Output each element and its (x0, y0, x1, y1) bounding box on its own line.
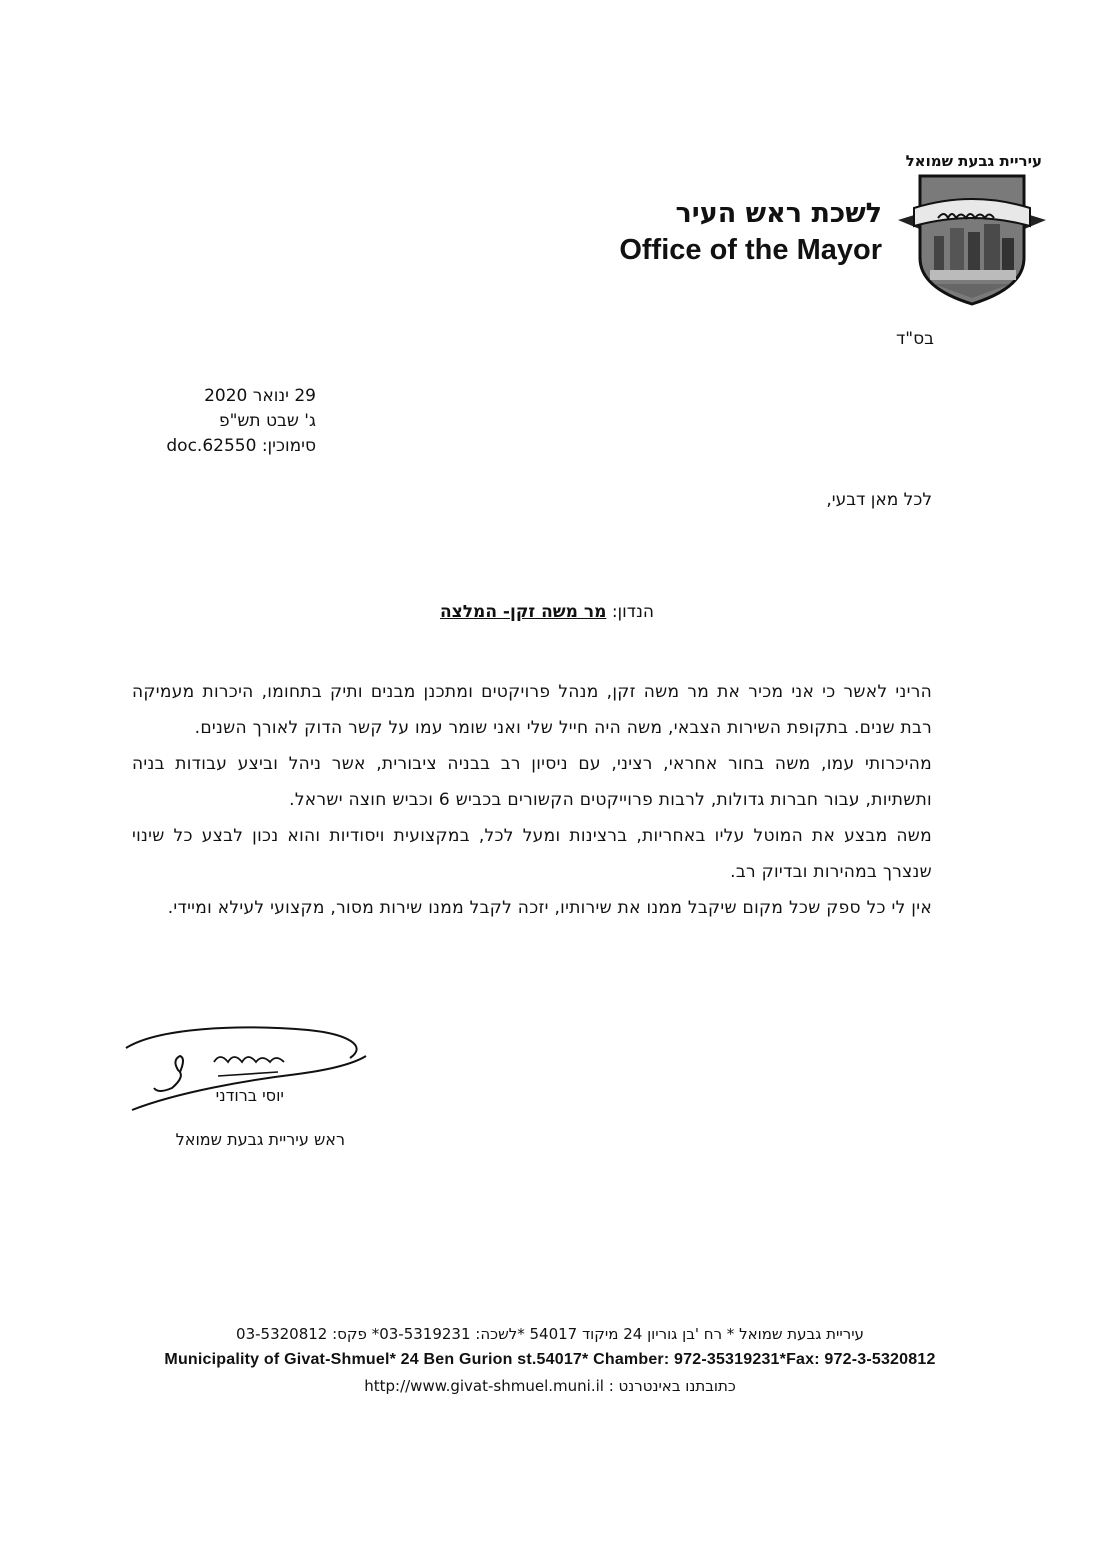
reference-number: סימוכין: doc.62550 (166, 436, 316, 456)
body-paragraph: אין לי כל ספק שכל מקום שיקבל ממנו את שירותיו, יזכה לקבל ממנו שירות מסור, מקצועי לעילא ומיידי. (167, 898, 932, 918)
handwritten-signature (118, 1020, 378, 1120)
footer-address-hebrew: עיריית גבעת שמואל * רח 'בן גוריון 24 מיקוד 54017 *לשכה: 03-5319231* פקס: 03-5320812 (236, 1325, 864, 1343)
footer-website-line (0, 1377, 1100, 1395)
municipality-name: עיריית גבעת שמואל (905, 152, 1042, 170)
subject-label: הנדון: (611, 602, 654, 622)
body-paragraph: מהיכרותי עמו, משה בחור אחראי, רציני, עם ניסיון רב בבניה ציבורית, אשר ניהל וביצע עבודות בניה ותשתיות, עבור חברות גדולות, לרבות פרוייקטים הקשורים בכביש 6 וכביש חוצה ישראל. (132, 754, 932, 810)
subject-text: מר משה זקן- המלצה (439, 602, 607, 622)
signer-title: ראש עיריית גבעת שמואל (175, 1130, 345, 1149)
bsd-header: בס"ד (896, 329, 934, 349)
subject-line (440, 602, 654, 622)
date-gregorian: 29 ינואר 2020 (204, 386, 316, 406)
signer-name: יוסי ברודני (215, 1086, 284, 1105)
municipality-seal-logo (894, 172, 1050, 308)
footer-address-english: Municipality of Givat-Shmuel* 24 Ben Gurion st.54017* Chamber: 972-35319231*Fax: 972-3-5320812 (164, 1351, 936, 1368)
salutation: לכל מאן דבעי, (826, 490, 932, 510)
body-paragraph: משה מבצע את המוטל עליו באחריות, ברצינות ומעל לכל, במקצועית ויסודיות והוא נכון לבצע כל שינוי שנצרך במהירות ובדיוק רב. (132, 826, 932, 882)
footer-website-label: כתובתנו באינטרנט : (608, 1377, 736, 1395)
letter-body (132, 674, 932, 926)
footer-website-url[interactable]: http://www.givat-shmuel.muni.il (364, 1377, 604, 1395)
body-paragraph: הריני לאשר כי אני מכיר את מר משה זקן, מנהל פרויקטים ומתכנן מבנים ותיק בתחומו, היכרות מעמיקה רבת שנים. בתקופת השירות הצבאי, משה היה חייל שלי ואני שומר עמו על קשר הדוק לאורך השנים. (132, 682, 932, 738)
office-title-hebrew: לשכת ראש העיר (675, 198, 882, 229)
office-title-english: Office of the Mayor (619, 234, 882, 266)
date-hebrew: ג' שבט תש"פ (218, 411, 316, 431)
